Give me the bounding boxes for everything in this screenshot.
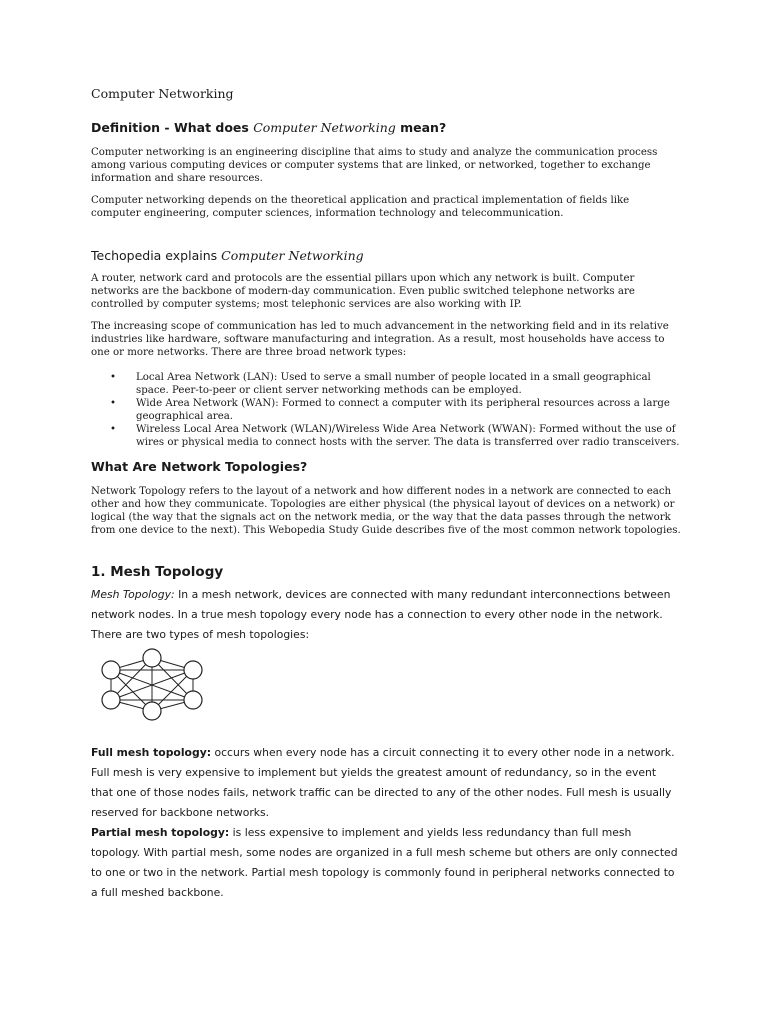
explains-heading bbox=[91, 248, 681, 264]
list-item-text: Wide Area Network (WAN): Formed to connect a computer with its peripheral resources across a large geographical area. bbox=[136, 398, 670, 422]
mesh-node bbox=[102, 661, 120, 679]
document-page bbox=[91, 86, 681, 903]
partial-mesh-label: Partial mesh topology: bbox=[91, 826, 230, 839]
bullet-icon: • bbox=[110, 372, 117, 383]
definition-heading bbox=[91, 120, 681, 136]
definition-heading-prefix: Definition - What does bbox=[91, 120, 254, 135]
full-mesh-paragraph bbox=[91, 743, 681, 823]
mesh-intro-paragraph bbox=[91, 585, 681, 625]
mesh-intro-label: Mesh Topology: bbox=[91, 588, 175, 601]
mesh-node bbox=[102, 691, 120, 709]
partial-mesh-text: is less expensive to implement and yields less redundancy than full mesh topology. With partial mesh, some nodes are organized in a full mesh scheme but others are only connected to one or two in the network. Partial mesh topology is commonly found in peripheral networks connected to a full meshed backbone. bbox=[91, 826, 678, 899]
bullet-icon: • bbox=[110, 398, 117, 409]
list-item bbox=[110, 371, 681, 397]
full-mesh-text: occurs when every node has a circuit connecting it to every other node in a network. Full mesh is very expensive to implement but yields the greatest amount of redundancy, so in the event that one of those nodes fails, network traffic can be directed to any of the other nodes. Full mesh is usually reserved for backbone networks. bbox=[91, 746, 675, 819]
mesh-intro-text: In a mesh network, devices are connected with many redundant interconnections between network nodes. In a true mesh topology every node has a connection to every other node in the network. bbox=[91, 588, 671, 621]
mesh-node bbox=[143, 702, 161, 720]
list-item bbox=[110, 423, 681, 449]
topologies-heading: What Are Network Topologies? bbox=[91, 459, 308, 474]
definition-paragraph-2: Computer networking depends on the theoretical application and practical implementation of fields like computer engineering, computer sciences, information technology and telecommunication. bbox=[91, 195, 630, 219]
mesh-heading: 1. Mesh Topology bbox=[91, 564, 224, 580]
definition-paragraph-1: Computer networking is an engineering discipline that aims to study and analyze the communication process among various computing devices or computer systems that are linked, or networked, together to exchange information and share resources. bbox=[91, 147, 658, 184]
document-title: Computer Networking bbox=[91, 86, 234, 101]
mesh-node bbox=[143, 649, 161, 667]
definition-heading-suffix: mean? bbox=[395, 120, 447, 135]
bullet-icon: • bbox=[110, 424, 117, 435]
definition-heading-term: Computer Networking bbox=[253, 120, 396, 135]
full-mesh-label: Full mesh topology: bbox=[91, 746, 212, 759]
explains-paragraph-1: A router, network card and protocols are the essential pillars upon which any network is built. Computer networks are the backbone of modern-day communication. Even public switched telephone networks are controlled by computer systems; most telephonic services are also working with IP. bbox=[91, 273, 635, 310]
list-item-text: Local Area Network (LAN): Used to serve a small number of people located in a small geographical space. Peer-to-peer or client server networking methods can be employed. bbox=[136, 372, 651, 396]
mesh-node bbox=[184, 691, 202, 709]
mesh-types-line: There are two types of mesh topologies: bbox=[91, 628, 310, 641]
explains-paragraph-2: The increasing scope of communication has led to much advancement in the networking field and in its relative industries like hardware, software manufacturing and integration. As a result, most households have access to one or more networks. There are three broad network types: bbox=[91, 321, 669, 358]
mesh-node bbox=[184, 661, 202, 679]
list-item bbox=[110, 397, 681, 423]
explains-heading-term: Computer Networking bbox=[221, 248, 364, 263]
explains-heading-prefix: Techopedia explains bbox=[91, 248, 222, 263]
topologies-paragraph: Network Topology refers to the layout of a network and how different nodes in a network are connected to each other and how they communicate. Topologies are either physical (the physical layout of devices on a network) or logical (the way that the signals act on the network media, or the way that the data passes through the network from one device to the next). This Webopedia Study Guide describes five of the most common network topologies. bbox=[91, 486, 681, 536]
mesh-topology-diagram bbox=[95, 647, 210, 721]
list-item-text: Wireless Local Area Network (WLAN)/Wireless Wide Area Network (WWAN): Formed without the use of wires or physical media to connect hosts with the server. The data is transferred over radio transceivers. bbox=[136, 424, 680, 448]
partial-mesh-paragraph bbox=[91, 823, 681, 903]
network-types-list bbox=[91, 371, 681, 449]
